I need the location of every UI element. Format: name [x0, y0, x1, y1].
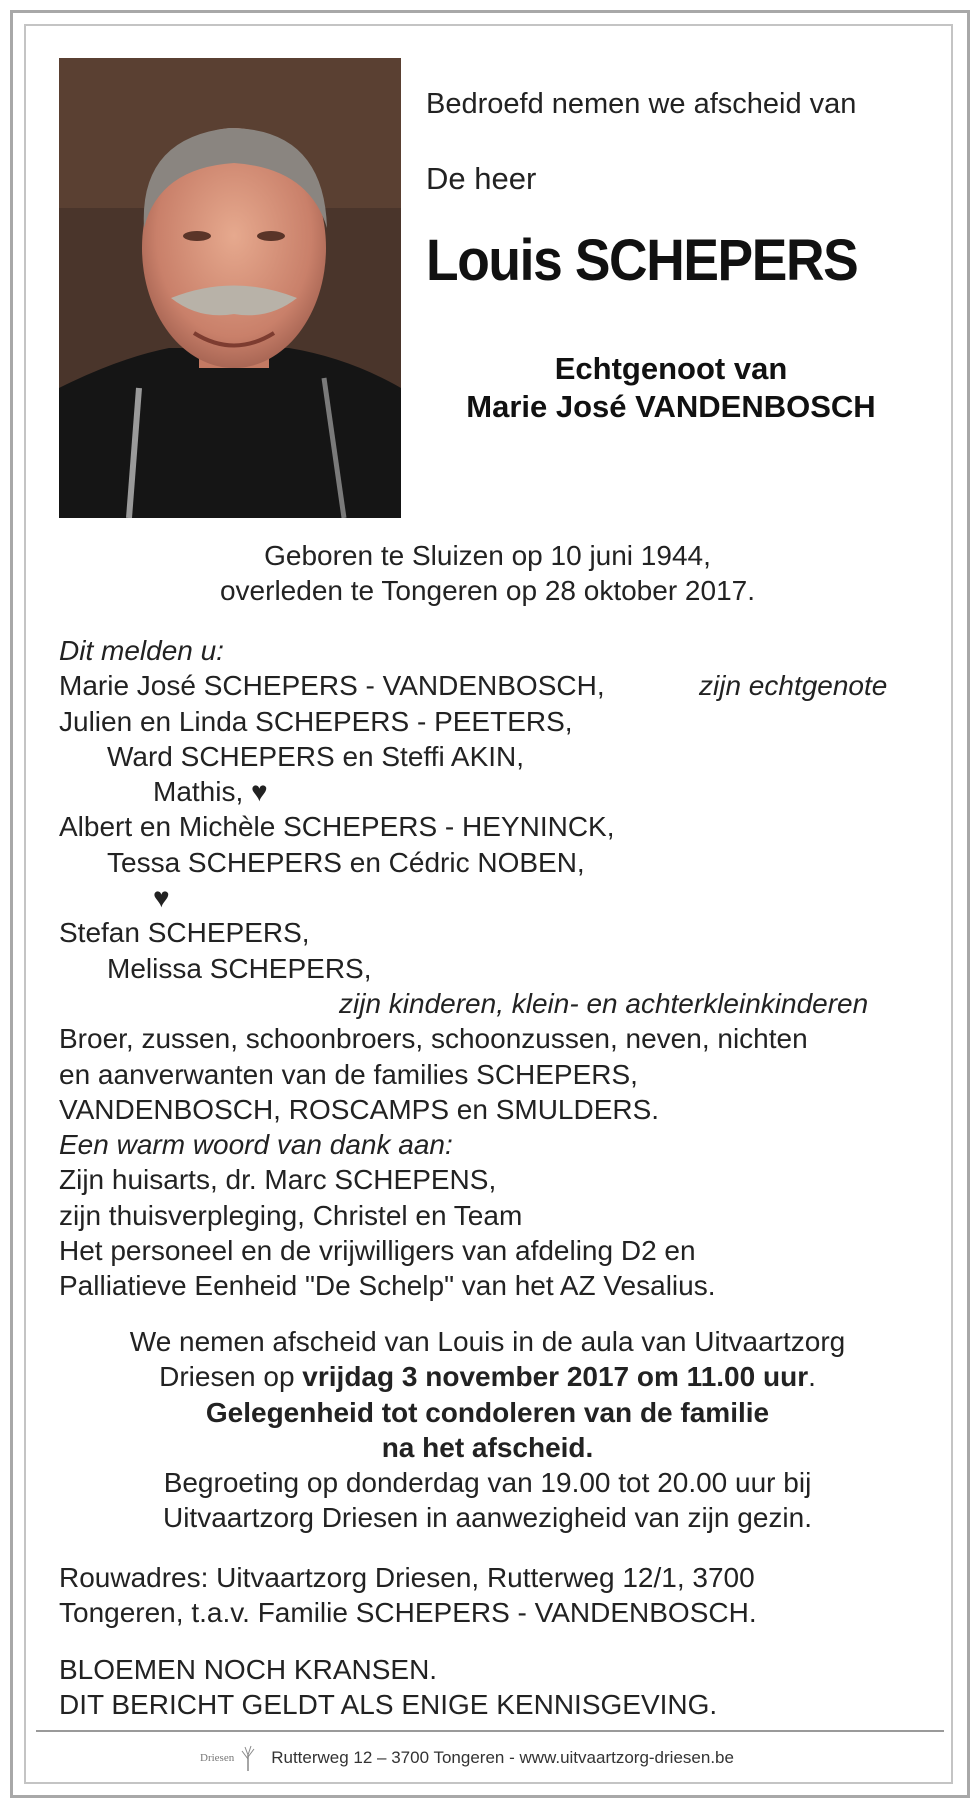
- thanks-line: zijn thuisverpleging, Christel en Team: [59, 1199, 523, 1231]
- spouse-block: [426, 350, 916, 426]
- heart-symbol: ♥: [153, 882, 170, 914]
- tree-icon: [237, 1745, 259, 1771]
- relatives-line: VANDENBOSCH, ROSCAMPS en SMULDERS.: [59, 1093, 660, 1125]
- spouse-full-name: Marie José SCHEPERS - VANDENBOSCH,: [59, 670, 605, 702]
- family-line: Tessa SCHEPERS en Cédric NOBEN,: [107, 846, 585, 878]
- ceremony-suffix: .: [808, 1361, 816, 1393]
- ceremony-date-line: [59, 1359, 916, 1394]
- spouse-name: Marie José VANDENBOSCH: [466, 389, 876, 424]
- family-line: Stefan SCHEPERS,: [59, 917, 310, 949]
- logo-text: Driesen: [200, 1752, 235, 1764]
- thanks-heading: Een warm woord van dank aan:: [59, 1129, 453, 1161]
- birth-line: Geboren te Sluizen op 10 juni 1944,: [264, 540, 711, 571]
- ceremony-line: We nemen afscheid van Louis in de aula van Uitvaartzorg: [129, 1326, 846, 1357]
- ceremony-block: [59, 1324, 916, 1536]
- portrait-photo: [59, 58, 401, 518]
- closing-line: BLOEMEN NOCH KRANSEN.: [59, 1654, 438, 1685]
- family-line: Ward SCHEPERS en Steffi AKIN,: [107, 740, 525, 772]
- thanks-line: Palliatieve Eenheid "De Schelp" van het AZ Vesalius.: [59, 1270, 716, 1302]
- address-block: [59, 1560, 929, 1631]
- family-heading: Dit melden u:: [59, 635, 224, 666]
- relatives-line: en aanverwanten van de families SCHEPERS,: [59, 1058, 638, 1090]
- condolence-line: na het afscheid.: [381, 1431, 594, 1463]
- spouse-label: Echtgenoot van: [554, 351, 788, 386]
- condolence-line: Gelegenheid tot condoleren van de familie: [205, 1396, 770, 1428]
- address-line: Tongeren, t.a.v. Familie SCHEPERS - VANDENBOSCH.: [59, 1597, 757, 1629]
- greeting-line: Begroeting op donderdag van 19.00 tot 20.00 uur bij: [163, 1467, 812, 1499]
- family-line: Albert en Michèle SCHEPERS - HEYNINCK,: [59, 811, 615, 843]
- relatives-line: Broer, zussen, schoonbroers, schoonzussen, neven, nichten: [59, 1023, 808, 1055]
- death-line: overleden te Tongeren op 28 oktober 2017.: [219, 575, 755, 606]
- header-block: [426, 88, 916, 294]
- footer: [200, 1738, 900, 1778]
- greeting-line: Uitvaartzorg Driesen in aanwezigheid van zijn gezin.: [162, 1502, 812, 1534]
- thanks-line: Zijn huisarts, dr. Marc SCHEPENS,: [59, 1164, 497, 1196]
- deceased-name: Louis SCHEPERS: [426, 228, 858, 293]
- footer-contact: Rutterweg 12 – 3700 Tongeren - www.uitvaartzorg-driesen.be: [271, 1748, 734, 1767]
- closing-line: DIT BERICHT GELDT ALS ENIGE KENNISGEVING.: [59, 1689, 718, 1721]
- funeral-home-logo: [200, 1745, 259, 1771]
- thanks-line: Het personeel en de vrijwilligers van afdeling D2 en: [59, 1235, 696, 1267]
- birth-death-block: [59, 538, 916, 608]
- closing-block: [59, 1652, 929, 1723]
- ceremony-prefix: Driesen op: [159, 1361, 303, 1393]
- children-note: zijn kinderen, klein- en achterkleinkinderen: [339, 987, 869, 1019]
- family-block: [59, 633, 929, 1304]
- family-line-spouse: [59, 668, 929, 703]
- intro-text: Bedroefd nemen we afscheid van: [426, 88, 857, 120]
- family-line: Mathis, ♥: [153, 776, 268, 808]
- spouse-note: zijn echtgenote: [699, 670, 888, 702]
- family-line: Melissa SCHEPERS,: [107, 952, 372, 984]
- honorific: De heer: [426, 161, 537, 196]
- address-line: Rouwadres: Uitvaartzorg Driesen, Rutterweg 12/1, 3700: [59, 1562, 755, 1593]
- footer-divider: [36, 1730, 944, 1732]
- ceremony-date: vrijdag 3 november 2017 om 11.00 uur: [302, 1361, 809, 1393]
- family-line: Julien en Linda SCHEPERS - PEETERS,: [59, 705, 573, 737]
